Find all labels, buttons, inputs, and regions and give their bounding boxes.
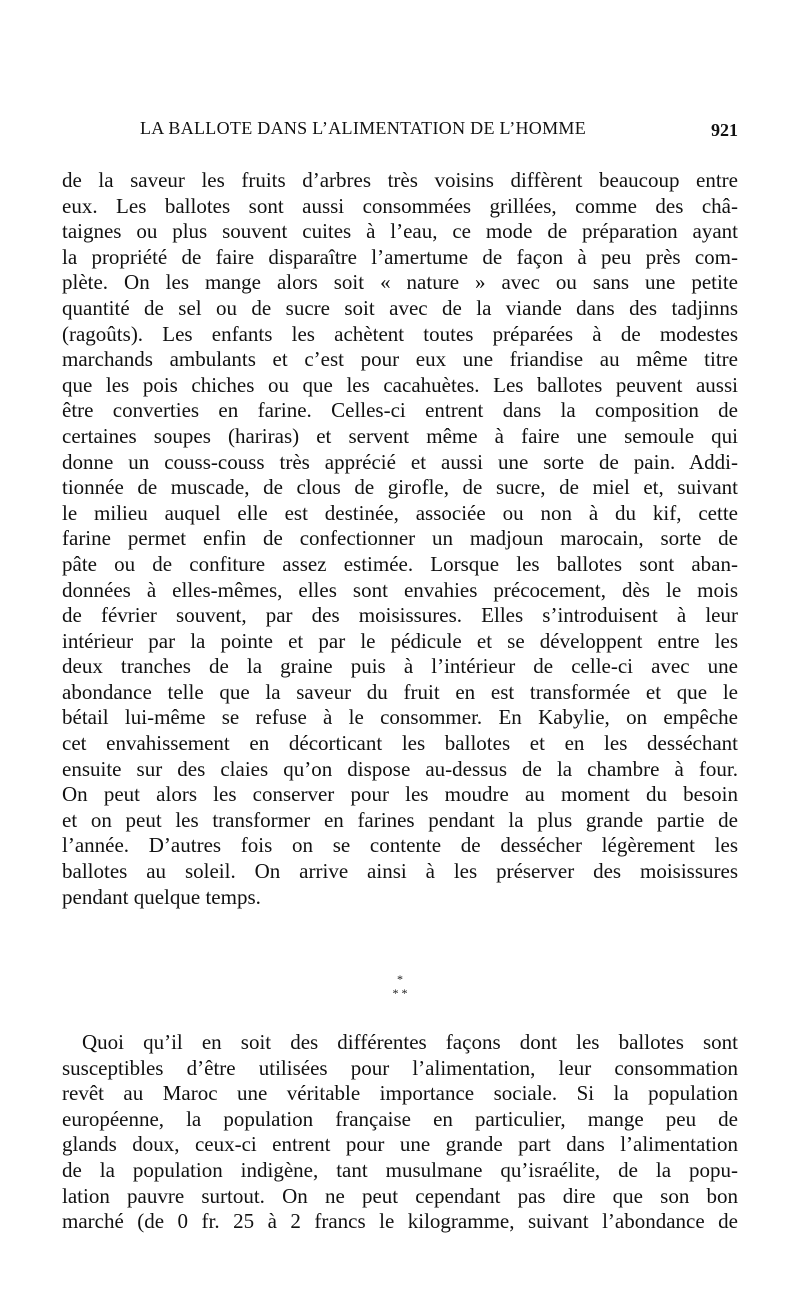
text-line: marchands ambulants et c’est pour eux une friandise au même titre — [62, 347, 738, 372]
text-line: cet envahissement en décorticant les ballotes et en les desséchant — [62, 731, 738, 756]
text-line: ballotes au soleil. On arrive ainsi à les préserver des moisissures — [62, 859, 738, 884]
text-line: glands doux, ceux-ci entrent pour une grande part dans l’alimentation — [62, 1132, 738, 1157]
text-line: bétail lui-même se refuse à le consommer. En Kabylie, on empêche — [62, 705, 738, 730]
text-line: ensuite sur des claies qu’on dispose au-dessus de la chambre à four. — [62, 756, 738, 781]
text-line: données à elles-mêmes, elles sont envahies précocement, dès le mois — [62, 577, 738, 602]
text-line: et on peut les transformer en farines pendant la plus grande partie de — [62, 807, 738, 832]
text-line: de la population indigène, tant musulmane qu’israélite, de la popu- — [62, 1157, 738, 1182]
running-title: LA BALLOTE DANS L’ALIMENTATION DE L’HOMME — [140, 118, 586, 138]
text-line: certaines soupes (hariras) et servent même à faire une semoule qui — [62, 423, 738, 448]
text-line: revêt au Maroc une véritable importance sociale. Si la population — [62, 1081, 738, 1106]
text-line: donne un couss-couss très apprécié et aussi une sorte de pain. Addi- — [62, 449, 738, 474]
text-line: l’année. D’autres fois on se contente de dessécher légèrement les — [62, 833, 738, 858]
text-line: lation pauvre surtout. On ne peut cependant pas dire que son bon — [62, 1183, 738, 1208]
text-line: la propriété de faire disparaître l’amertume de façon à peu près com- — [62, 244, 738, 269]
paragraph-1 — [62, 168, 738, 910]
text-line: farine permet enfin de confectionner un madjoun marocain, sorte de — [62, 526, 738, 551]
text-line: pâte ou de confiture assez estimée. Lorsque les ballotes sont aban- — [62, 551, 738, 576]
text-line: marché (de 0 fr. 25 à 2 francs le kilogramme, suivant l’abondance de — [62, 1209, 738, 1234]
text-line: Quoi qu’il en soit des différentes façons dont les ballotes sont — [82, 1030, 738, 1054]
text-line: deux tranches de la graine puis à l’intérieur de celle-ci avec une — [62, 654, 738, 679]
section-separator — [360, 972, 440, 1008]
asterism-top: * — [397, 972, 403, 986]
text-line: européenne, la population française en particulier, mange peu de — [62, 1106, 738, 1131]
text-line: être converties en farine. Celles-ci entrent dans la composition de — [62, 398, 738, 423]
text-line: que les pois chiches ou que les cacahuètes. Les ballotes peuvent aussi — [62, 372, 738, 397]
page-number: 921 — [711, 120, 738, 140]
text-line: (ragoûts). Les enfants les achètent toutes préparées à de modestes — [62, 321, 738, 346]
paragraph-2 — [62, 1030, 738, 1235]
text-line: susceptibles d’être utilisées pour l’alimentation, leur consommation — [62, 1055, 738, 1080]
asterism-bottom: * * — [392, 986, 408, 1000]
text-line: intérieur par la pointe et par le pédicule et se développent entre les — [62, 628, 738, 653]
text-line: eux. Les ballotes sont aussi consommées grillées, comme des châ- — [62, 193, 738, 218]
text-line: de février souvent, par des moisissures. Elles s’introduisent à leur — [62, 603, 738, 628]
text-line: plète. On les mange alors soit « nature » avec ou sans une petite — [62, 270, 738, 295]
text-line: taignes ou plus souvent cuites à l’eau, ce mode de préparation ayant — [62, 219, 738, 244]
text-line: tionnée de muscade, de clous de girofle, de sucre, de miel et, suivant — [62, 475, 738, 500]
text-line: quantité de sel ou de sucre soit avec de la viande dans des tadjinns — [62, 295, 738, 320]
text-line: abondance telle que la saveur du fruit en est transformée et que le — [62, 679, 738, 704]
text-line: pendant quelque temps. — [62, 884, 261, 909]
text-line: le milieu auquel elle est destinée, associée ou non à du kif, cette — [62, 500, 738, 525]
text-line: On peut alors les conserver pour les moudre au moment du besoin — [62, 782, 738, 807]
running-head — [62, 118, 738, 148]
text-line: de la saveur les fruits d’arbres très voisins diffèrent beaucoup entre — [62, 168, 738, 192]
